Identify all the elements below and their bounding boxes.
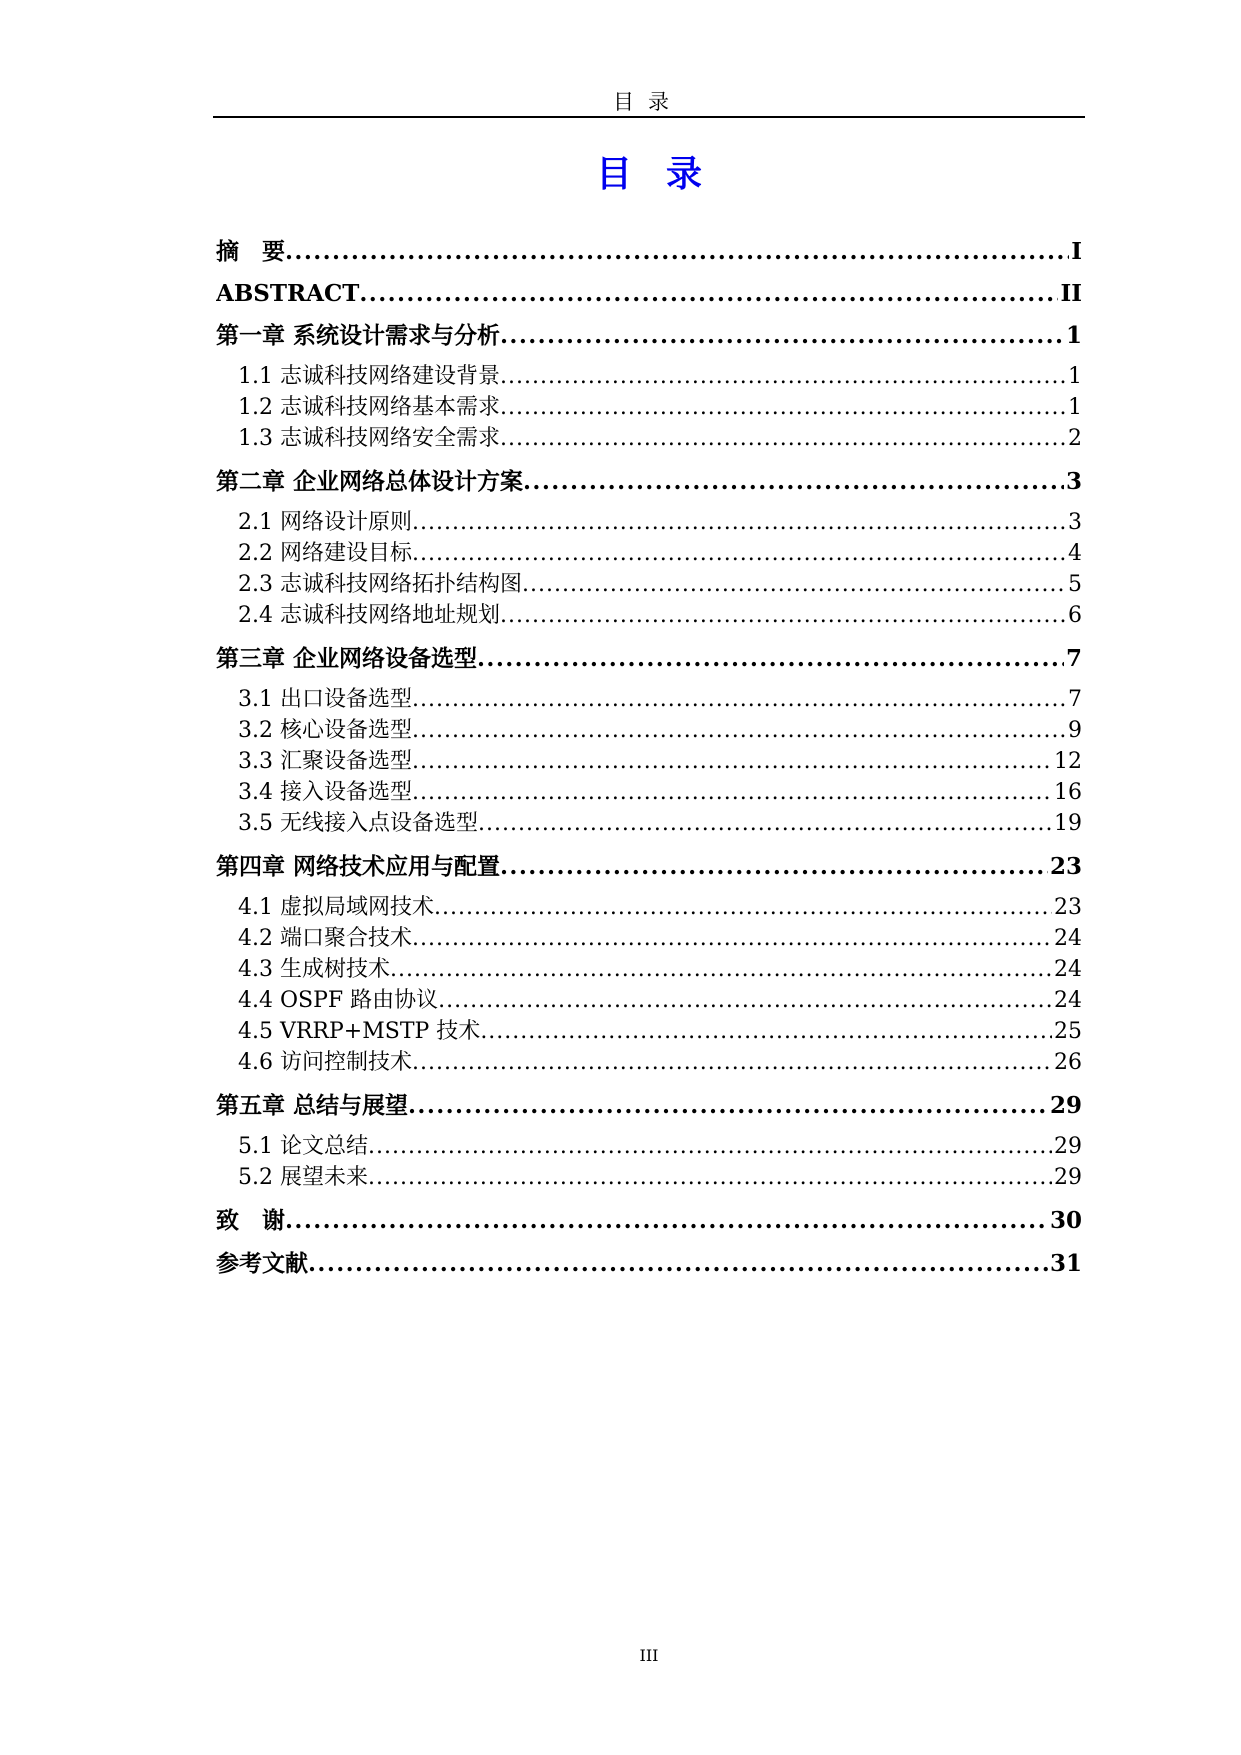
toc-dot-leader bbox=[438, 986, 1052, 1016]
toc-section-entry[interactable] bbox=[216, 986, 1082, 1016]
toc-entry-label: 3.1 出口设备选型 bbox=[238, 687, 412, 712]
toc-page-number: 29 bbox=[1049, 1092, 1082, 1119]
toc-page-number: 24 bbox=[1054, 957, 1082, 982]
toc-dot-leader bbox=[522, 570, 1066, 600]
toc-page-number: 26 bbox=[1054, 1050, 1082, 1075]
toc-dot-leader bbox=[408, 1090, 1048, 1122]
toc-page-number: 24 bbox=[1054, 988, 1082, 1013]
toc-page-number: 24 bbox=[1054, 926, 1082, 951]
toc-chapter-entry[interactable] bbox=[216, 1248, 1082, 1280]
toc-dot-leader bbox=[523, 466, 1064, 498]
toc-dot-leader bbox=[368, 1132, 1052, 1162]
toc-entry-label: 3.4 接入设备选型 bbox=[238, 780, 412, 805]
toc-entry-label: 参考文献 bbox=[216, 1250, 308, 1277]
toc-dot-leader bbox=[477, 643, 1064, 675]
toc-entry-label: 第四章 网络技术应用与配置 bbox=[216, 853, 501, 880]
running-header: 目录 bbox=[613, 90, 683, 114]
toc-section-entry[interactable] bbox=[216, 424, 1082, 454]
toc-section-entry[interactable] bbox=[216, 685, 1082, 715]
toc-page-number: 7 bbox=[1065, 645, 1082, 672]
header-rule bbox=[213, 116, 1085, 118]
toc-dot-leader bbox=[359, 278, 1058, 310]
toc-entry-label: 摘 要 bbox=[216, 238, 285, 265]
toc-section-entry[interactable] bbox=[216, 809, 1082, 839]
toc-dot-leader bbox=[412, 685, 1066, 715]
toc-entry-label: 第二章 企业网络总体设计方案 bbox=[216, 468, 524, 495]
toc-dot-leader bbox=[285, 236, 1069, 268]
toc-dot-leader bbox=[412, 508, 1066, 538]
toc-page-number: 12 bbox=[1054, 749, 1082, 774]
toc-page-number: I bbox=[1071, 238, 1082, 265]
toc-section-entry[interactable] bbox=[216, 362, 1082, 392]
toc-section-entry[interactable] bbox=[216, 1048, 1082, 1078]
toc-section-entry[interactable] bbox=[216, 955, 1082, 985]
toc-dot-leader bbox=[412, 924, 1052, 954]
toc-section-entry[interactable] bbox=[216, 1017, 1082, 1047]
toc-section-entry[interactable] bbox=[216, 539, 1082, 569]
toc-dot-leader bbox=[434, 893, 1052, 923]
toc-chapter-entry[interactable] bbox=[216, 466, 1082, 498]
toc-entry-label: 3.3 汇聚设备选型 bbox=[238, 749, 412, 774]
toc-entry-label: 5.1 论文总结 bbox=[238, 1134, 368, 1159]
toc-entry-label: 4.1 虚拟局域网技术 bbox=[238, 895, 434, 920]
toc-entry-label: 3.5 无线接入点设备选型 bbox=[238, 811, 478, 836]
toc-dot-leader bbox=[390, 955, 1052, 985]
toc-dot-leader bbox=[308, 1248, 1048, 1280]
toc-section-entry[interactable] bbox=[216, 924, 1082, 954]
toc-page-number: II bbox=[1060, 280, 1082, 307]
toc-chapter-entry[interactable] bbox=[216, 278, 1082, 310]
toc-page-number: 16 bbox=[1054, 780, 1082, 805]
toc-page-number: 25 bbox=[1054, 1019, 1082, 1044]
toc-section-entry[interactable] bbox=[216, 1132, 1082, 1162]
toc-section-entry[interactable] bbox=[216, 893, 1082, 923]
toc-dot-leader bbox=[368, 1163, 1052, 1193]
toc-dot-leader bbox=[500, 393, 1066, 423]
toc-page-number: 3 bbox=[1068, 510, 1082, 535]
toc-dot-leader bbox=[500, 601, 1066, 631]
toc-dot-leader bbox=[500, 320, 1064, 352]
toc-chapter-entry[interactable] bbox=[216, 643, 1082, 675]
toc-page-number: 29 bbox=[1054, 1165, 1082, 1190]
toc-section-entry[interactable] bbox=[216, 393, 1082, 423]
toc-page-number: 1 bbox=[1068, 395, 1082, 420]
toc-section-entry[interactable] bbox=[216, 778, 1082, 808]
page-number: III bbox=[639, 1646, 659, 1665]
toc-page-number: 19 bbox=[1054, 811, 1082, 836]
toc-chapter-entry[interactable] bbox=[216, 320, 1082, 352]
toc-entry-label: 2.2 网络建设目标 bbox=[238, 541, 412, 566]
toc-page-number: 9 bbox=[1068, 718, 1082, 743]
toc-entry-label: 4.6 访问控制技术 bbox=[238, 1050, 412, 1075]
toc-entry-label: 2.1 网络设计原则 bbox=[238, 510, 412, 535]
toc-page-number: 4 bbox=[1068, 541, 1082, 566]
toc-entry-label: 2.3 志诚科技网络拓扑结构图 bbox=[238, 572, 522, 597]
toc-dot-leader bbox=[412, 539, 1066, 569]
toc-section-entry[interactable] bbox=[216, 508, 1082, 538]
toc-entry-label: 第五章 总结与展望 bbox=[216, 1092, 409, 1119]
toc-page-number: 30 bbox=[1049, 1207, 1082, 1234]
toc-chapter-entry[interactable] bbox=[216, 1205, 1082, 1237]
toc-entry-label: 1.3 志诚科技网络安全需求 bbox=[238, 426, 500, 451]
toc-dot-leader bbox=[285, 1205, 1048, 1237]
toc-page-number: 3 bbox=[1065, 468, 1082, 495]
toc-entry-label: 2.4 志诚科技网络地址规划 bbox=[238, 603, 500, 628]
toc-chapter-entry[interactable] bbox=[216, 851, 1082, 883]
toc-entry-label: 4.4 OSPF 路由协议 bbox=[238, 988, 439, 1013]
toc-dot-leader bbox=[500, 851, 1048, 883]
toc-page-number: 7 bbox=[1068, 687, 1082, 712]
toc-section-entry[interactable] bbox=[216, 747, 1082, 777]
toc-dot-leader bbox=[412, 778, 1052, 808]
toc-page-number: 2 bbox=[1068, 426, 1082, 451]
toc-section-entry[interactable] bbox=[216, 1163, 1082, 1193]
toc-page-number: 31 bbox=[1049, 1250, 1082, 1277]
toc-dot-leader bbox=[412, 1048, 1052, 1078]
toc-dot-leader bbox=[478, 809, 1052, 839]
toc-section-entry[interactable] bbox=[216, 601, 1082, 631]
toc-chapter-entry[interactable] bbox=[216, 236, 1082, 268]
toc-page-number: 1 bbox=[1068, 364, 1082, 389]
toc-page-number: 1 bbox=[1065, 322, 1082, 349]
toc-entry-label: ABSTRACT bbox=[216, 280, 360, 307]
toc-entry-label: 1.1 志诚科技网络建设背景 bbox=[238, 364, 500, 389]
toc-entry-label: 4.3 生成树技术 bbox=[238, 957, 390, 982]
toc-page-number: 6 bbox=[1068, 603, 1082, 628]
toc-entry-label: 致 谢 bbox=[216, 1207, 285, 1234]
toc-page-number: 5 bbox=[1068, 572, 1082, 597]
toc-page-number: 23 bbox=[1054, 895, 1082, 920]
toc-page-number: 23 bbox=[1049, 853, 1082, 880]
toc-entry-label: 1.2 志诚科技网络基本需求 bbox=[238, 395, 500, 420]
toc-entry-label: 第一章 系统设计需求与分析 bbox=[216, 322, 501, 349]
toc-entry-label: 5.2 展望未来 bbox=[238, 1165, 368, 1190]
toc-entry-label: 第三章 企业网络设备选型 bbox=[216, 645, 478, 672]
page-title: 目录 bbox=[595, 154, 736, 195]
toc-dot-leader bbox=[412, 716, 1066, 746]
toc-chapter-entry[interactable] bbox=[216, 1090, 1082, 1122]
toc-section-entry[interactable] bbox=[216, 716, 1082, 746]
toc-entry-label: 4.2 端口聚合技术 bbox=[238, 926, 412, 951]
toc-entry-label: 4.5 VRRP+MSTP 技术 bbox=[238, 1019, 481, 1044]
toc-entry-label: 3.2 核心设备选型 bbox=[238, 718, 412, 743]
toc-page-number: 29 bbox=[1054, 1134, 1082, 1159]
toc-section-entry[interactable] bbox=[216, 570, 1082, 600]
toc-dot-leader bbox=[412, 747, 1052, 777]
toc-dot-leader bbox=[480, 1017, 1052, 1047]
toc-dot-leader bbox=[500, 362, 1066, 392]
toc-dot-leader bbox=[500, 424, 1066, 454]
